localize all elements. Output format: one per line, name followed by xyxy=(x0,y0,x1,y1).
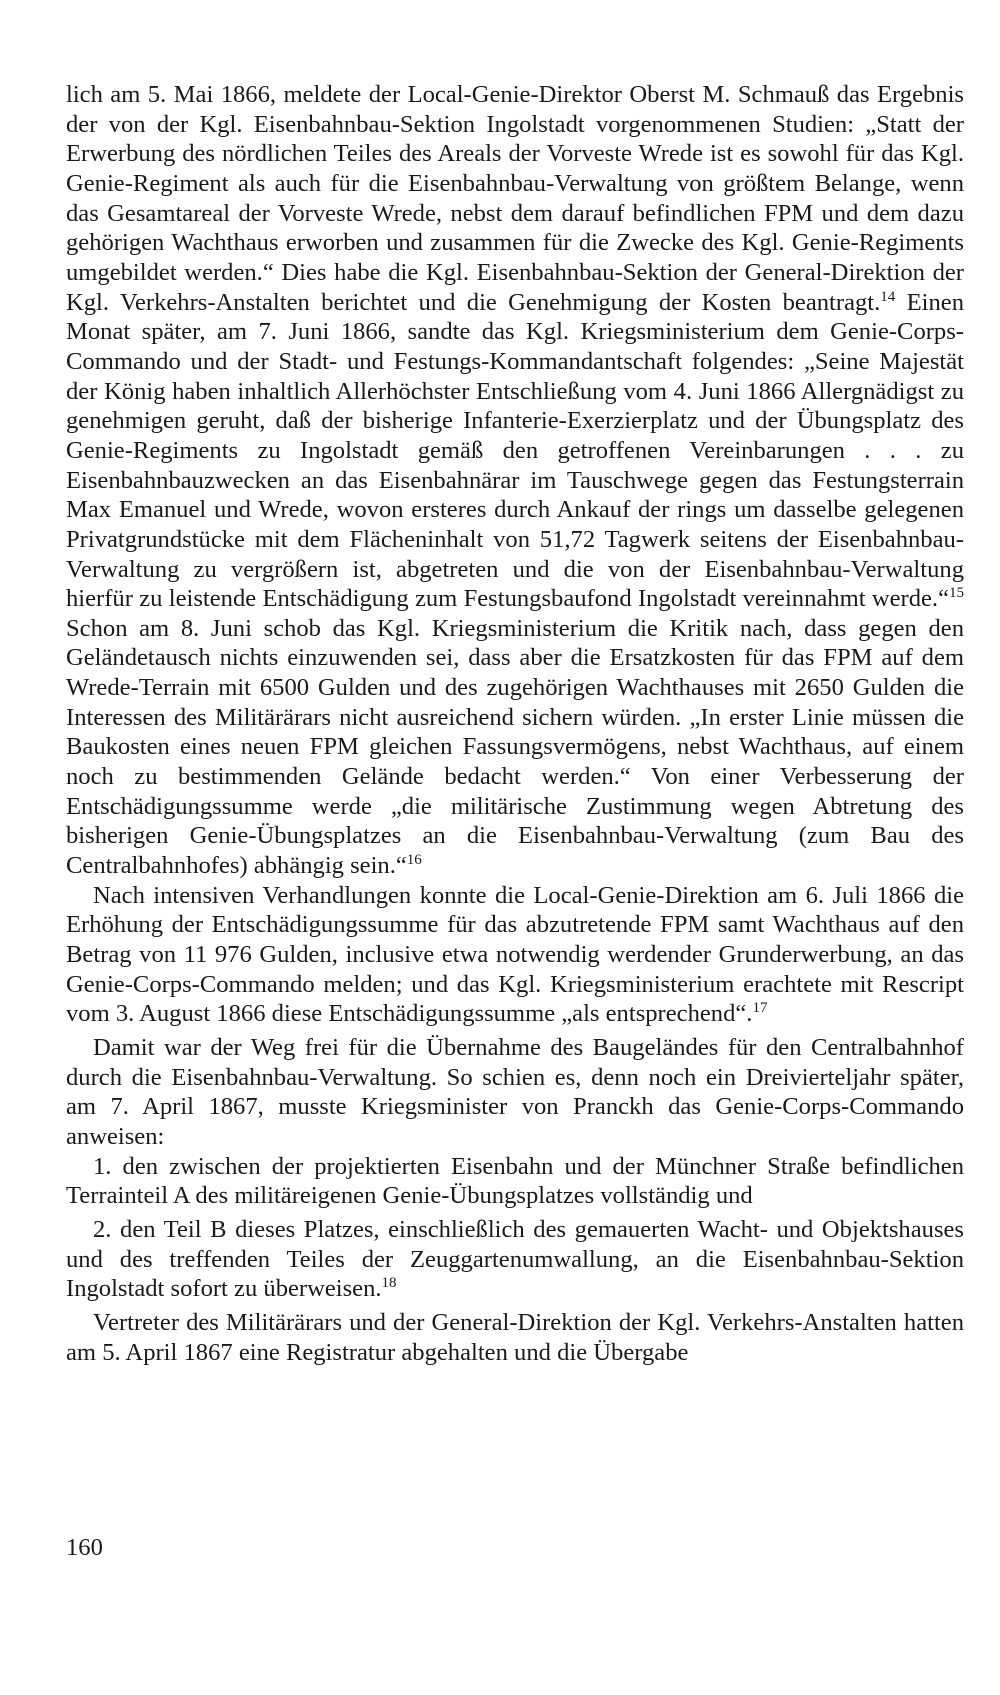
paragraph-3 xyxy=(66,1033,964,1152)
footnote-marker-15[interactable]: 15 xyxy=(949,585,964,602)
paragraph-1-text-a: lich am 5. Mai 1866, meldete der Local-Genie-Direktor Oberst M. Schmauß das Ergebnis der von der Kgl. Eisenbahnbau-Sektion Ingolstadt vorgenommenen Studien: „Statt der Erwerbung des nördlichen Teiles des Areals der Vorveste Wrede ist es sowohl für das Kgl. Genie-Regiment als auch für die Eisenbahnbau-Verwaltung von größtem Belange, wenn das Gesamtareal der Vorveste Wrede, nebst dem darauf befindlichen FPM und dem dazu gehörigen Wachthaus erworben und zusammen für die Zwecke des Kgl. Genie-Regiments umgebildet werden.“ Dies habe die Kgl. Eisenbahnbau-Sektion der General-Direktion der Kgl. Verkehrs-Anstalten berichtet und die Genehmigung der Kosten beantragt. xyxy=(66,81,964,316)
paragraph-4-text: Vertreter des Militärärars und der General-Direktion der Kgl. Verkehrs-Anstalten hatten am 5. April 1867 eine Registratur abgehalten und die Übergabe xyxy=(66,1308,964,1366)
list-item-1-text: 1. den zwischen der projektierten Eisenbahn und der Münchner Straße befindlichen Terrainteil A des militäreigenen Genie-Übungsplatzes vollständig und xyxy=(66,1152,964,1210)
footnote-marker-16[interactable]: 16 xyxy=(406,852,422,869)
paragraph-1-text-b: Einen Monat später, am 7. Juni 1866, sandte das Kgl. Kriegsministerium dem Genie-Corps-Commando und der Stadt- und Festungs-Kommandantschaft folgendes: „Seine Majestät der König haben inhaltlich Allerhöchster Entschließung vom 4. Juni 1866 Allergnädigst zu genehmigen geruht, daß der bisherige Infanterie-Exerzierplatz und der Übungsplatz des Genie-Regiments zu Ingolstadt gemäß den getroffenen Vereinbarungen . . . zu Eisenbahnbauzwecken an das Eisenbahnärar im Tauschwege gegen das Festungsterrain Max Emanuel und Wrede, wovon ersteres durch Ankauf der rings um dasselbe gelegenen Privatgrundstücke mit dem Flächeninhalt von 51,72 Tagwerk seitens der Eisenbahnbau-Verwaltung zu vergrößern ist, abgetreten und die von der Eisenbahnbau-Verwaltung hierfür zu leistende Entschädigung zum Festungsbaufond Ingolstadt vereinnahmt werde.“ xyxy=(66,288,964,613)
paragraph-1 xyxy=(66,80,964,881)
list-item-2-text: 2. den Teil B dieses Platzes, einschließlich des gemauerten Wacht- und Objektshauses und des treffenden Teiles der Zeuggartenumwallung, an die Eisenbahnbau-Sektion Ingolstadt sofort zu überweisen. xyxy=(66,1215,964,1303)
page-number: 160 xyxy=(66,1534,103,1561)
paragraph-1-text-c: Schon am 8. Juni schob das Kgl. Kriegsministerium die Kritik nach, dass gegen den Geländetausch nichts einzuwenden sei, dass aber die Ersatzkosten für das FPM auf dem Wrede-Terrain mit 6500 Gulden und des zugehörigen Wachthauses mit 2650 Gulden die Interessen des Militärärars nicht ausreichend sichern würden. „In erster Linie müssen die Baukosten eines neuen FPM gleichen Fassungsvermögens, nebst Wachthaus, auf einem noch zu bestimmenden Gelände bedacht werden.“ Von einer Verbesserung der Entschädigungssumme werde „die militärische Zustimmung wegen Abtretung des bisherigen Genie-Übungsplatzes an die Eisenbahnbau-Verwaltung (zum Bau des Centralbahnhofes) abhängig sein.“ xyxy=(66,614,964,880)
paragraph-4 xyxy=(66,1308,964,1367)
page-body xyxy=(66,80,964,1367)
paragraph-2 xyxy=(66,881,964,1029)
footnote-marker-18[interactable]: 18 xyxy=(381,1275,397,1292)
paragraph-3-text: Damit war der Weg frei für die Übernahme des Baugeländes für den Centralbahnhof durch die Eisenbahnbau-Verwaltung. So schien es, denn noch ein Dreivierteljahr später, am 7. April 1867, musste Kriegsminister von Pranckh das Genie-Corps-Commando anweisen: xyxy=(66,1034,964,1150)
list-item-1 xyxy=(66,1152,964,1211)
paragraph-2-text: Nach intensiven Verhandlungen konnte die Local-Genie-Direktion am 6. Juli 1866 die Erhöhung der Entschädigungssumme für das abzutretende FPM samt Wachthaus auf den Betrag von 11 976 Gulden, inclusive etwa notwendig werdender Grunderwerbung, an das Genie-Corps-Commando melden; und das Kgl. Kriegsministerium erachtete mit Rescript vom 3. August 1866 diese Entschädigungssumme „als entsprechend“. xyxy=(66,881,964,1028)
footnote-marker-14[interactable]: 14 xyxy=(880,288,896,305)
footnote-marker-17[interactable]: 17 xyxy=(752,1000,768,1017)
list-item-2 xyxy=(66,1215,964,1304)
